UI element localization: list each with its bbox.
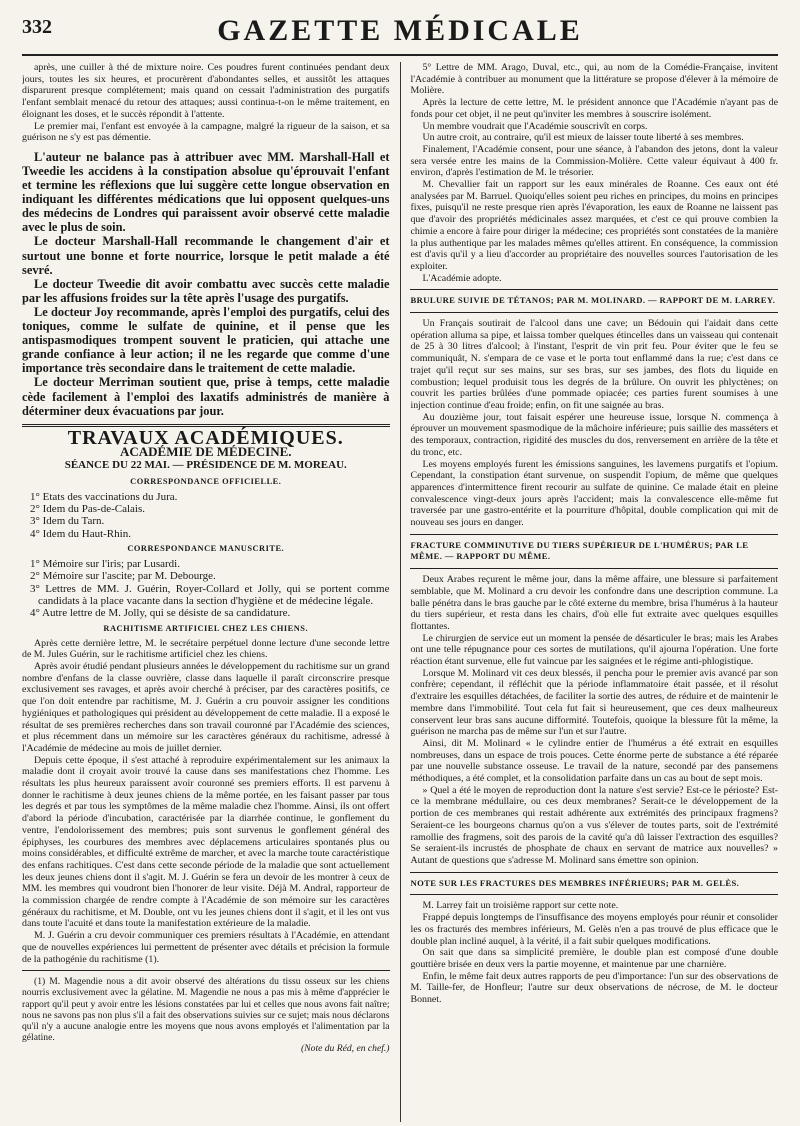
section-title: TRAVAUX ACADÉMIQUES. xyxy=(67,426,344,449)
paragraph: M. Chevallier fait un rapport sur les eaux minérales de Roanne. Ces eaux ont été analysées par M. Barruel. Quoiqu'elles soient peu riches en principes, du moins en principes fixes, puisqu'il ne reste presque rien après l'évaporation, les eaux de Roanne ne laissent pas que d'avoir des propriétés médicinales assez marquées, et c'est ce qui prouve combien la chimie a encore à faire pour diriger la médecine; ces propriétés sont constatées de la manière la plus authentique par les malades mêmes qu'elles attirent. En conséquence, la commission est d'avis qu'il y a lieu d'accorder au propriétaire des nouvelles sources l'autorisation de les exploiter. xyxy=(410,179,778,272)
paragraph: Le docteur Joy recommande, après l'emploi des purgatifs, celui des toniques, comme le sulfate de quinine, et il pense que les antispasmodiques trompent souvent le praticien, qui attache une grande confiance à leur action; il ne les regarde que comme d'une importance très secondaire dans le traitement de cette maladie. xyxy=(22,304,390,376)
paragraph: L'auteur ne balance pas à attribuer avec MM. Marshall-Hall et Tweedie les accidens à la constipation absolue qu'éprouvait l'enfant et termine les réflexions que lui suggère cette longue observation en indiquant les différentes médications que lui opposent quelques-uns des médecins de Londres qui paraissent avoir observé cette maladie avec le plus de soin. xyxy=(22,149,390,235)
paragraph: Enfin, le même fait deux autres rapports de peu d'importance: l'un sur des observations de M. Taille-fer, de Honfleur; l'autre sur deux observations de nécrose, de M. le docteur Bonnet. xyxy=(410,970,778,1006)
list-item: 3° Lettres de MM. J. Guérin, Royer-Collard et Jolly, qui se portent comme candidats à la place vacante dans la section d'hygiène et de médecine légale. xyxy=(30,582,390,608)
column-divider xyxy=(400,62,401,1122)
paragraph: Le docteur Marshall-Hall recommande le changement d'air et surtout une bonne et forte nourrice, lorsque le petit malade a été sevré. xyxy=(22,234,390,277)
paragraph: L'Académie adopte. xyxy=(422,272,502,284)
paragraph: Depuis cette époque, il s'est attaché à reproduire expérimentalement sur les animaux la maladie dont il croyait avoir trouvé la cause dans ses manifestations chez l'homme. Les résultats les plus heureux paraissent avoir couronné ses premiers efforts. Il est parvenu à donner le rachitisme à deux jeunes chiens de la même portée, en les faisant passer par tous les degrés et par tous les symptômes de la même maladie chez l'homme. Ainsi, ils ont offert d'abord la période d'incubation, caractérisée par la diarrhée continue, le gonflement du ventre, l'endolorissement des membres; puis sont survenus le gonflement général des épiphyses, les courbures des membres avec déplacemens articulaires spontanés plus ou moins considérables, et difficulté extrême de marcher, et avec la marche toute caractéristique des enfans rachitiques. C'est dans cette seconde période de la maladie que sont actuellement les deux jeunes chiens dont il s'agit. M. J. Guérin se fera un devoir de les montrer à ceux de MM. les membres qui voudront bien l'honorer de leur visite. Déjà M. Andral, rapporteur de la commission chargée de rendre compte à l'Académie de son mémoire sur les caractères généraux du rachitisme, et M. Double, ont vu les jeunes chiens dont il s'agit, et il les ont vus dans toute l'acuité et dans toute la manifestation extérieure de la maladie. xyxy=(22,754,390,930)
page-header xyxy=(22,14,778,56)
seance-heading: SÉANCE DU 22 MAI. — PRÉSIDENCE DE M. MOREAU. xyxy=(64,459,347,472)
list-item: 3° Idem du Tarn. xyxy=(30,515,105,528)
masthead: GAZETTE MÉDICALE xyxy=(217,14,583,47)
brulure-title: BRULURE SUIVIE DE TÉTANOS; PAR M. MOLINARD. — RAPPORT DE M. LARREY. xyxy=(410,295,776,306)
paragraph: Après avoir étudié pendant plusieurs années le développement du rachitisme sur un grand nombre d'enfans de la classe ouvrière, classe dans laquelle il paraît circonscrire presque exclusivement ses ravages, et après avoir cherché à préciser, par des caractères positifs, ce que l'on doit entendre par rachitisme, M. J. Guérin a cru pouvoir assigner les conditions hygiéniques et pathologiques qui président au développement de cette maladie. Il a exposé le résultat de ses premières recherches dans son travail couronné par l'Académie des sciences, et plus récemment dans un mémoire sur les caractères généraux du rachitisme, adressé à l'Académie de médecine au mois de juillet dernier. xyxy=(22,660,390,754)
page-number: 332 xyxy=(22,16,52,38)
paragraph: Le premier mai, l'enfant est envoyée à la campagne, malgré la rigueur de la saison, et sa guérison ne s'y est pas démentie. xyxy=(22,120,390,144)
paragraph: M. Larrey fait un troisième rapport sur cette note. xyxy=(422,900,619,912)
paragraph: Lorsque M. Molinard vit ces deux blessés, il pencha pour le premier avis avancé par son confrère; cependant, il réfléchit que la période inflammatoire était passée, et il résolut d'extraire les esquilles détachées, de faciliter la sortie des autres, de réduire et de maintenir le membre dans l'immobilité. Tout cela fut fait si heureusement, que ces deux malheureux conservent leur bras sans aucune difformité. Toutefois, quoique la blessure fût la même, la guérison ne marcha pas de même sur l'un et sur l'autre. xyxy=(410,667,778,738)
paragraph: après, une cuiller à thé de mixture noire. Ces poudres furent continuées pendant deux jours, toutes les six heures, et procurèrent d'abondantes selles, et aussitôt les attaques disparurent presque complétement; mais quand on cessait l'administration des purgatifs l'enfant semblait menacé du retour des attaques; aussi continua-t-on le même traitement, en éloignant les doses, et le succès répondit à l'attente. xyxy=(22,62,390,120)
note-title: NOTE SUR LES FRACTURES DES MEMBRES INFÉRIEURS; PAR M. GELÈS. xyxy=(410,877,740,888)
columns xyxy=(22,62,778,1122)
paragraph: Les moyens employés furent les émissions sanguines, les lavemens purgatifs et l'opium. Cependant, la constipation étant survenue, on suspendit l'opium, de même que quelques apparences d'intermittence firent recourir au sulfate de quinine. Ce malade était en pleine convalescence vingt-deux jours après l'accident; mais la convalescence elle-même fut traversée par une gastro-entérite et la pourriture d'hôpital, double complication qui mit de nouveau ses jours en danger. xyxy=(410,458,778,529)
paragraph: On sait que dans sa simplicité première, le double plan est composé d'une double gouttière brisée en deux vers la partie moyenne, et maintenue par une charnière. xyxy=(410,947,778,970)
paragraph: Le docteur Merriman soutient que, prise à temps, cette maladie cède facilement à l'emploi des laxatifs administrés de manière à déterminer deux évacuations par jour. xyxy=(22,375,390,418)
footnote-rule xyxy=(22,970,390,971)
summary-block xyxy=(22,150,390,418)
corr-officielle-title: CORRESPONDANCE OFFICIELLE. xyxy=(130,476,282,486)
paragraph: Un autre croit, au contraire, qu'il est mieux de laisser toute liberté à ses membres. xyxy=(422,132,744,144)
list-item: 4° Autre lettre de M. Jolly, qui se désiste de sa candidature. xyxy=(30,607,291,620)
paragraph: Après cette dernière lettre, M. le secrétaire perpétuel donne lecture d'une seconde lettre de M. Jules Guérin, sur le rachitisme artificiel chez les chiens. xyxy=(22,637,390,661)
academy-title: ACADÉMIE DE MÉDECINE. xyxy=(119,444,292,460)
corr-manuscrite-title: CORRESPONDANCE MANUSCRITE. xyxy=(127,544,285,554)
list-item: 4° Idem du Haut-Rhin. xyxy=(30,527,131,540)
paragraph: Le chirurgien de service eut un moment la pensée de désarticuler le bras; mais les Arabes ont une telle répugnance pour ces sortes de mutilations, qu'il ajourna l'opération. Une forte réaction étant survenue, elle fut vaincue par les saignées et le régime anti-phlogistique. xyxy=(410,632,778,668)
paragraph: 5° Lettre de MM. Arago, Duval, etc., qui, au nom de la Comédie-Française, invitent l'Académie à contribuer au monument que la littérature se propose d'élever à la mémoire de Molière. xyxy=(410,62,778,97)
divider xyxy=(410,289,778,290)
paragraph: Un membre voudrait que l'Académie souscrivît en corps. xyxy=(422,120,648,132)
paragraph: Ainsi, dit M. Molinard « le cylindre entier de l'humérus a été extrait en esquilles nombreuses, dans un espace de trois pouces. Cette énorme perte de substance a été réparée par une nouvelle substance osseuse. Le travail de la nature, secondé par des pansemens méthodiques, a été complet, et la consolidation parfaite dans un cas au bout de sept mois. xyxy=(410,737,778,785)
divider xyxy=(410,312,778,313)
list-item: 2° Mémoire sur l'ascite; par M. Debourge. xyxy=(30,570,216,583)
paragraph: Le docteur Tweedie dit avoir combattu avec succès cette maladie par les affusions froides sur la tête après l'usage des purgatifs. xyxy=(22,276,390,305)
list-item: 1° Mémoire sur l'iris; par Lusardi. xyxy=(30,557,180,570)
right-column xyxy=(410,62,778,1120)
paragraph: Deux Arabes reçurent le même jour, dans la même affaire, une blessure si parfaitement semblable, que M. Molinard a cru devoir les confondre dans une description commune. La balle pénétra dans le bras gauche par le côté externe du membre, brisa l'humérus à la hauteur du tiers supérieur, et resta dans les chairs, d'où elle fut extraite avec quelques esquilles flottantes. xyxy=(410,574,778,632)
divider xyxy=(410,872,778,873)
paragraph: » Quel a été le moyen de reproduction dont la nature s'est servie? Est-ce le périoste? Est-ce la membrane médullaire, ou ces deux membranes? Serait-ce le développement de la portion de ces membranes qui restait adhérente aux extrémités des principaux fragmens? Seraient-ce les bourgeons charnus qu'on a vus s'élever de toutes parts, soit de l'extrémité ramollie des fragmens, soit des parois de la cavité qu'a dû laisser l'extraction des esquilles? Se seraient-ils incrustés de phosphate de chaux en servant de matrice aux nouvelles? » Autant de questions que s'adresse M. Molinard sans émettre son opinion. xyxy=(410,784,778,866)
footnote: (1) M. Magendie nous a dit avoir observé des altérations du tissu osseux sur les chiens nourris exclusivement avec la gélatine. M. Magendie ne nous a pas mis à même d'apprécier le rapport qu'il peut y avoir entre les lésions constatées par lui et celles que nous avons fait naître; nous ne savons pas non plus s'il a fait des observations suivies sur ce sujet; mais nous déclarons qu'il n'y a aucune analogie entre les moyens que nous avons employés et l'alimentation par la gélatine. xyxy=(22,976,390,1044)
paragraph: M. J. Guérin a cru devoir communiquer ces premiers résultats à l'Académie, en attendant que de nouvelles expériences lui permettent de présenter avec détails et précision la formule de la pathogénie du rachitisme (1). xyxy=(22,930,390,965)
divider xyxy=(410,568,778,569)
divider xyxy=(410,894,778,895)
left-column xyxy=(22,62,390,1120)
paragraph: Un Français soutirait de l'alcool dans une cave; un Bédouin qui l'aidait dans cette opération alluma sa pipe, et laissa tomber quelques étincelles dans un vaisseau qui contenait de 25 à 30 litres d'alcool; à l'instant, l'esprit de vin prit feu. Pour éviter que le feu se communiquât, N. s'empara de ce vase et le porta tout enflammé dans la rue; c'est dans ce trajet qu'il reçut sur ses mains, sur ses bras, sur ses jambes, des flots du liquide en combustion; lequel produisit tous les degrés de la brûlure. On ouvrit les phlyctènes; on couvrit les parties brûlées d'une pommade opiacée; ces parties furent soumises à une injection continue d'eau froide; enfin, on fit une saignée au bras. xyxy=(410,318,778,411)
list-item: 2° Idem du Pas-de-Calais. xyxy=(30,502,145,515)
footnote-signoff: (Note du Réd, en chef.) xyxy=(301,1043,390,1055)
divider xyxy=(410,534,778,535)
paragraph: Au douzième jour, tout faisait espérer une heureuse issue, lorsque N. commença à éprouver un mouvement spasmodique de la mâchoire inférieure; puis saillie des masséters et des temporaux, contraction, rigidité des muscles du dos, renversement en arrière de la tête et du tronc, etc. xyxy=(410,411,778,458)
paragraph: Après la lecture de cette lettre, M. le président annonce que l'Académie n'ayant pas de fonds pour cet objet, il ne peut qu'inviter les membres à souscrire isolément. xyxy=(410,97,778,120)
list-item: 1° Etats des vaccinations du Jura. xyxy=(30,490,178,503)
paragraph: Frappé depuis longtemps de l'insuffisance des moyens employés pour réunir et consolider les os fracturés des membres inférieurs, M. Gelès n'en a pas trouvé de plus efficace que le double plan incliné auquel, à la vérité, il a fait subir quelques modifications. xyxy=(410,912,778,947)
paragraph: Finalement, l'Académie consent, pour une séance, à l'abandon des jetons, dont la valeur sera versée entre les mains de la Commission-Molière. Cette valeur équivaut à 400 fr. environ, d'après l'estimation de M. le trésorier. xyxy=(410,143,778,179)
fracture-title: FRACTURE COMMINUTIVE DU TIERS SUPÉRIEUR DE L'HUMÉRUS; PAR LE MÊME. — RAPPORT DU MÊME. xyxy=(410,539,749,562)
rachitisme-title: RACHITISME ARTIFICIEL CHEZ LES CHIENS. xyxy=(103,623,309,633)
